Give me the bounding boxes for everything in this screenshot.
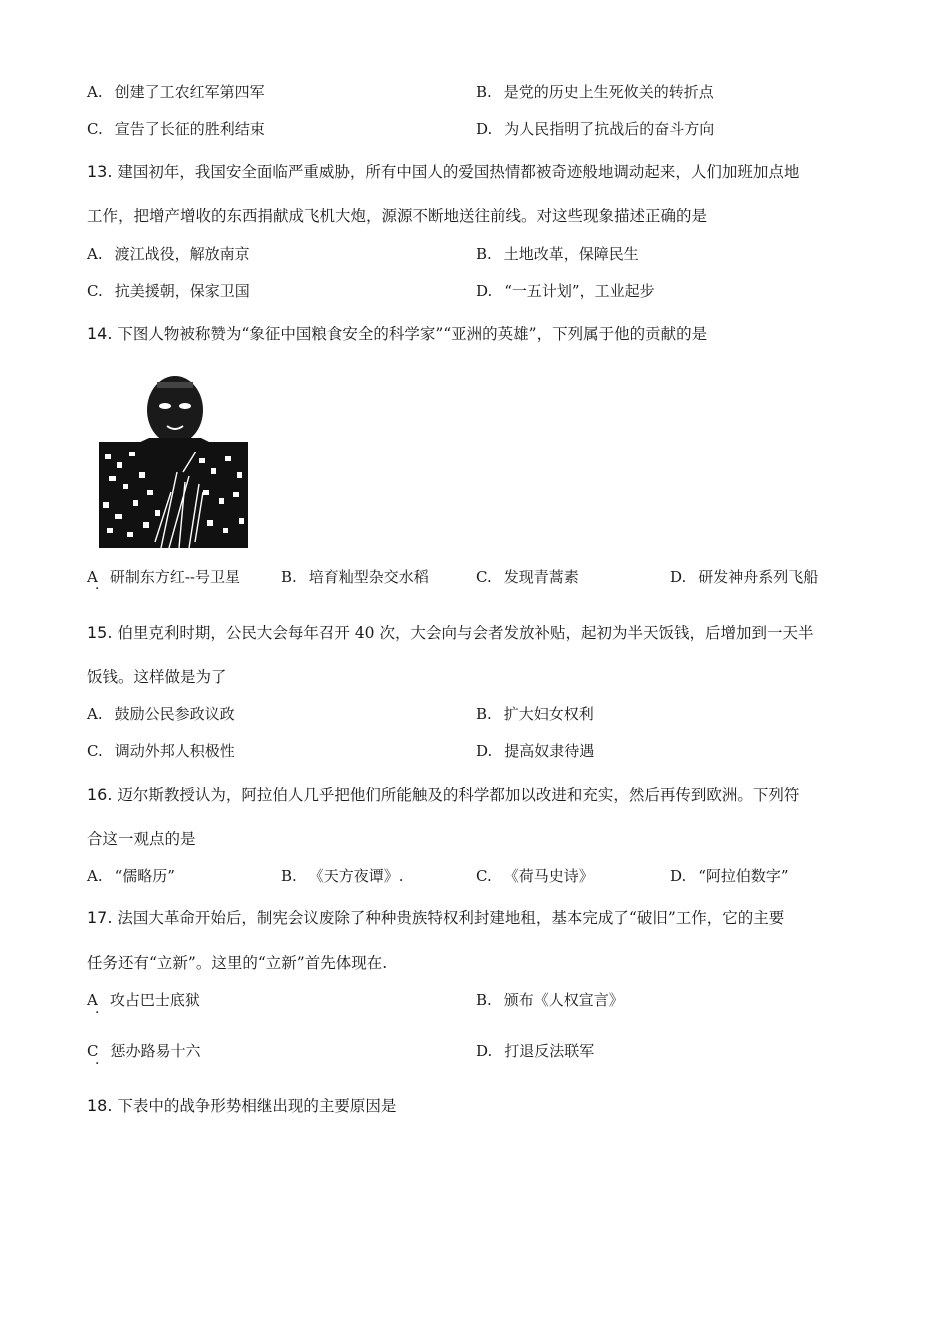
q16-option-d[interactable]: D. “阿拉伯数字” [670,867,789,885]
q16-stem-line2: 合这一观点的是 [87,830,196,848]
q14-stem-line1: 14. 下图人物被称赞为“象征中国粮食安全的科学家”“亚洲的英雄”，下列属于他的贡献的是 [87,324,708,343]
q13-option-c[interactable]: C. 抗美援朝，保家卫国 [87,282,250,300]
q12-option-d[interactable]: D. 为人民指明了抗战后的奋斗方向 [476,120,715,138]
option-dot-mark: · [95,1056,100,1072]
q13-number: 13. [87,162,113,181]
q15-option-a[interactable]: A. 鼓励公民参政议政 [87,705,235,723]
q13-option-b[interactable]: B. 土地改革，保障民生 [476,245,639,263]
q13-stem-line1: 13. 建国初年，我国安全面临严重威胁，所有中国人的爱国热情都被奇迹般地调动起来，人们加班加点地 [87,162,800,181]
q12-option-b[interactable]: B. 是党的历史上生死攸关的转折点 [476,83,714,101]
q17-option-a[interactable]: A 攻占巴士底狱 [87,991,200,1009]
q14-number: 14. [87,324,113,343]
q13-option-d[interactable]: D. “一五计划”，工业起步 [476,282,655,300]
q14-option-c[interactable]: C. 发现青蒿素 [476,568,579,586]
q16-option-a[interactable]: A. “儒略历” [87,867,175,885]
q13-stem-line2: 工作，把增产增收的东西捐献成飞机大炮，源源不断地送往前线。对这些现象描述正确的是 [87,207,708,225]
q13-option-a[interactable]: A. 渡江战役，解放南京 [87,245,250,263]
q12-option-c[interactable]: C. 宣告了长征的胜利结束 [87,120,265,138]
q17-stem-line2: 任务还有“立新”。这里的“立新”首先体现在. [87,954,388,972]
q17-option-d[interactable]: D. 打退反法联军 [476,1042,595,1060]
q16-option-b[interactable]: B. 《天方夜谭》. [281,867,404,885]
option-dot-mark: · [95,581,100,597]
q17-option-b[interactable]: B. 颁布《人权宣言》 [476,991,624,1009]
q15-option-c[interactable]: C. 调动外邦人积极性 [87,742,235,760]
q17-number: 17. [87,908,113,927]
scientist-portrait-image [99,372,248,548]
option-dot-mark: · [95,1005,100,1021]
q15-stem-line2: 饭钱。这样做是为了 [87,668,227,686]
q14-option-a[interactable]: A 研制东方红--号卫星 [87,568,240,586]
q12-option-a[interactable]: A. 创建了工农红军第四军 [87,83,265,101]
q15-stem-line1: 15. 伯里克利时期，公民大会每年召开 40 次，大会向与会者发放补贴，起初为半天饭钱，后增加到一天半 [87,623,814,642]
q16-number: 16. [87,785,113,804]
q15-option-b[interactable]: B. 扩大妇女权利 [476,705,594,723]
q17-stem-line1: 17. 法国大革命开始后，制宪会议废除了种种贵族特权利封建地租，基本完成了“破旧”工作，它的主要 [87,908,785,927]
q14-option-d[interactable]: D. 研发神舟系列飞船 [670,568,819,586]
q17-option-c[interactable]: C 惩办路易十六 [87,1042,201,1060]
q15-number: 15. [87,623,113,642]
q16-option-c[interactable]: C. 《荷马史诗》 [476,867,594,885]
q16-stem-line1: 16. 迈尔斯教授认为，阿拉伯人几乎把他们所能触及的科学都加以改进和充实，然后再传到欧洲。下列符 [87,785,800,804]
q14-option-b[interactable]: B. 培育籼型杂交水稻 [281,568,429,586]
q18-number: 18. [87,1096,113,1115]
q18-stem-line1: 18. 下表中的战争形势相继出现的主要原因是 [87,1096,397,1115]
q15-option-d[interactable]: D. 提高奴隶待遇 [476,742,595,760]
